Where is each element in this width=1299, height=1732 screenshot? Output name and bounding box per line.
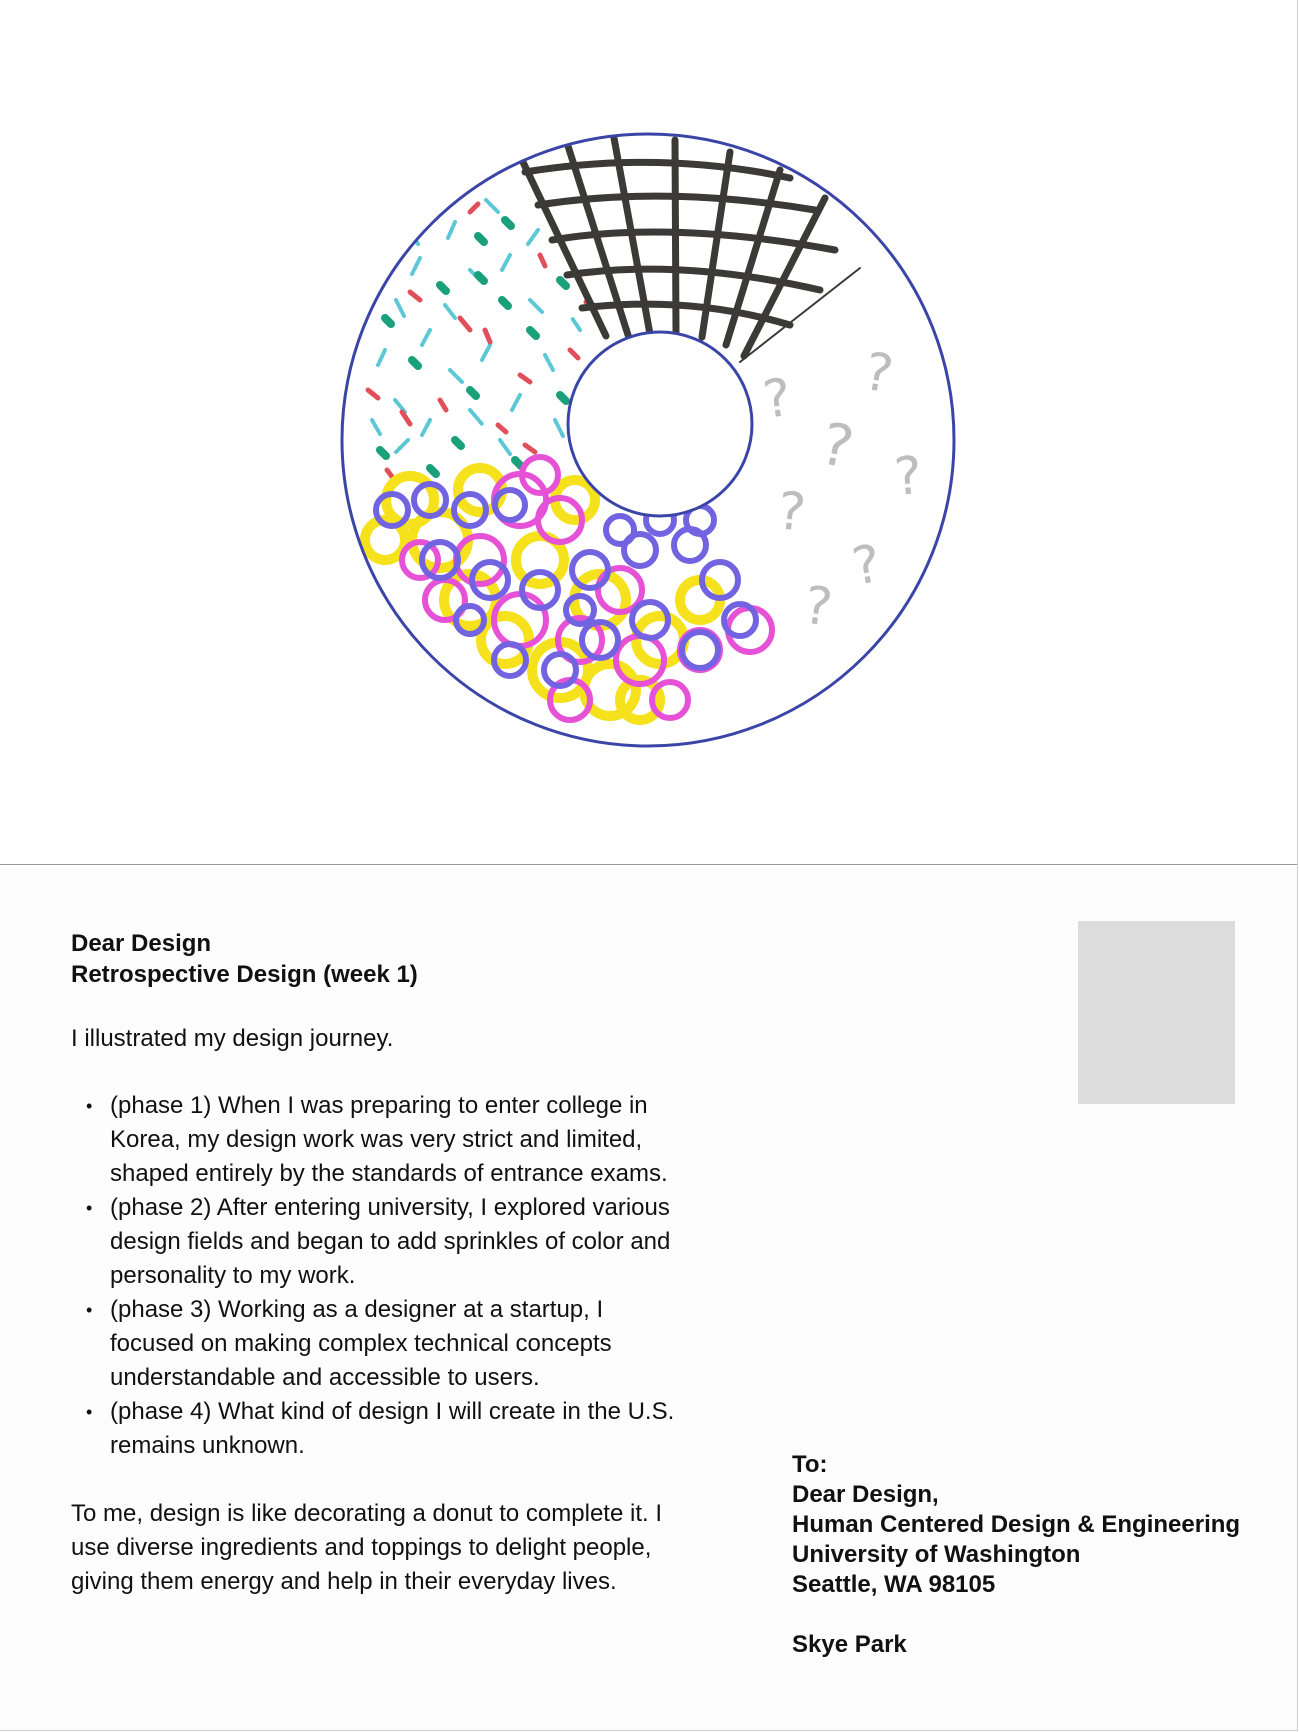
- svg-text:?: ?: [759, 367, 796, 431]
- letter-closing: To me, design is like decorating a donut to complete it. I use diverse ingredients and toppings to delight people, giving them energy and help in their everyday lives.: [71, 1500, 662, 1595]
- address-block: [792, 1450, 1240, 1660]
- address-to-label: To:: [792, 1451, 828, 1478]
- heading-greeting: Dear Design: [71, 930, 212, 957]
- svg-text:?: ?: [774, 481, 809, 544]
- svg-text:?: ?: [847, 533, 886, 598]
- svg-text:?: ?: [800, 575, 836, 639]
- heading-subtitle: Retrospective Design (week 1): [71, 961, 418, 988]
- phase-item: • (phase 2) After entering university, I explored various design fields and began to add sprinkles of color and personality to my work.: [110, 1191, 691, 1293]
- phase-item: • (phase 4) What kind of design I will create in the U.S. remains unknown.: [110, 1395, 691, 1463]
- letter-body: [71, 928, 691, 1599]
- address-city: Seattle, WA 98105: [792, 1571, 996, 1598]
- stamp-placeholder: [1078, 921, 1235, 1104]
- address-recipient: Dear Design,: [792, 1481, 939, 1508]
- letter-intro: I illustrated my design journey.: [71, 1025, 394, 1052]
- phase-item: • (phase 3) Working as a designer at a startup, I focused on making complex technical concepts understandable and accessible to users.: [110, 1293, 691, 1395]
- svg-text:?: ?: [815, 409, 860, 483]
- svg-text:?: ?: [859, 341, 898, 406]
- address-university: University of Washington: [792, 1541, 1081, 1568]
- svg-text:?: ?: [891, 445, 925, 508]
- phase-item: • (phase 1) When I was preparing to enter college in Korea, my design work was very strict and limited, shaped entirely by the standards of entrance exams.: [110, 1089, 691, 1191]
- letter-heading: [71, 928, 691, 990]
- postcard-front: [0, 0, 1298, 865]
- donut-body: [342, 134, 954, 746]
- phase-list: [71, 1089, 691, 1463]
- address-department: Human Centered Design & Engineering: [792, 1511, 1241, 1538]
- postcard-back: [0, 866, 1298, 1731]
- sender-name: Skye Park: [792, 1631, 907, 1658]
